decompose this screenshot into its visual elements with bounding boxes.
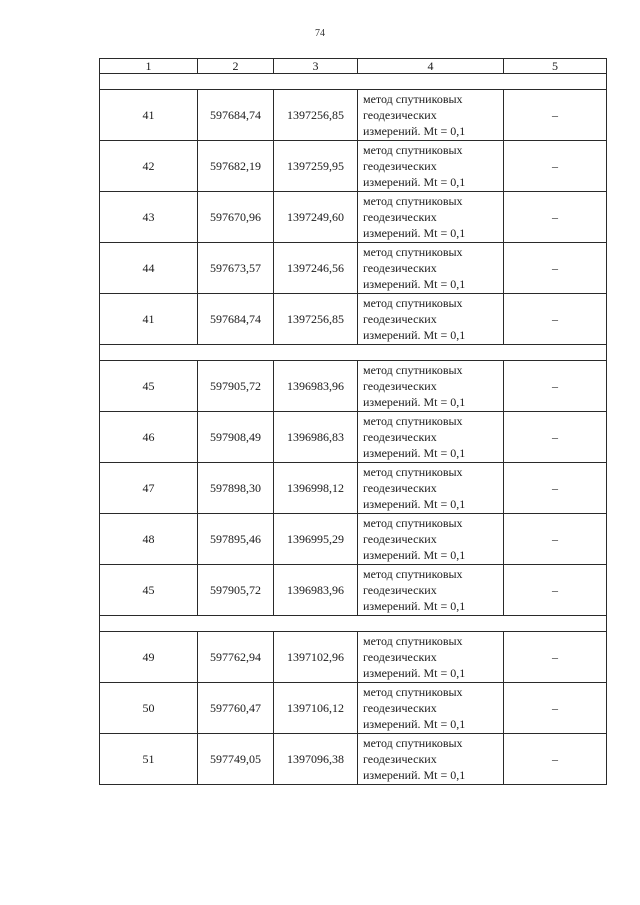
method-cell — [358, 243, 504, 294]
point-number-cell: 50 — [100, 683, 198, 734]
method-line: метод спутниковых — [363, 685, 463, 699]
table-row — [100, 361, 607, 412]
method-line: измерений. Mt = 0,1 — [363, 226, 466, 240]
method-line: метод спутниковых — [363, 194, 463, 208]
method-line: геодезических — [363, 752, 437, 766]
method-line: измерений. Mt = 0,1 — [363, 497, 466, 511]
method-line: измерений. Mt = 0,1 — [363, 548, 466, 562]
header-col-1: 1 — [100, 59, 198, 74]
separator-cell — [100, 74, 607, 90]
note-cell: – — [504, 514, 607, 565]
method-line: метод спутниковых — [363, 736, 463, 750]
x-coordinate-cell: 597670,96 — [198, 192, 274, 243]
method-cell — [358, 192, 504, 243]
note-cell: – — [504, 565, 607, 616]
method-line: измерений. Mt = 0,1 — [363, 175, 466, 189]
point-number-cell: 43 — [100, 192, 198, 243]
y-coordinate-cell: 1396986,83 — [274, 412, 358, 463]
table-row — [100, 243, 607, 294]
method-line: геодезических — [363, 108, 437, 122]
y-coordinate-cell: 1396983,96 — [274, 565, 358, 616]
method-line: геодезических — [363, 430, 437, 444]
point-number-cell: 48 — [100, 514, 198, 565]
table-separator-row — [100, 345, 607, 361]
point-number-cell: 49 — [100, 632, 198, 683]
method-cell — [358, 294, 504, 345]
y-coordinate-cell: 1397246,56 — [274, 243, 358, 294]
method-line: геодезических — [363, 159, 437, 173]
method-line: измерений. Mt = 0,1 — [363, 446, 466, 460]
method-line: метод спутниковых — [363, 414, 463, 428]
method-line: геодезических — [363, 532, 437, 546]
table-row — [100, 514, 607, 565]
page-number: 74 — [315, 28, 325, 39]
method-line: геодезических — [363, 650, 437, 664]
y-coordinate-cell: 1396995,29 — [274, 514, 358, 565]
note-cell: – — [504, 734, 607, 785]
table-header-row — [100, 59, 607, 74]
point-number-cell: 41 — [100, 294, 198, 345]
method-line: метод спутниковых — [363, 567, 463, 581]
note-cell: – — [504, 683, 607, 734]
note-cell: – — [504, 463, 607, 514]
point-number-cell: 42 — [100, 141, 198, 192]
method-line: измерений. Mt = 0,1 — [363, 328, 466, 342]
method-cell — [358, 683, 504, 734]
method-cell — [358, 361, 504, 412]
coordinates-table — [99, 58, 607, 785]
method-line: геодезических — [363, 379, 437, 393]
note-cell: – — [504, 90, 607, 141]
y-coordinate-cell: 1397256,85 — [274, 90, 358, 141]
point-number-cell: 45 — [100, 565, 198, 616]
x-coordinate-cell: 597684,74 — [198, 90, 274, 141]
note-cell: – — [504, 632, 607, 683]
y-coordinate-cell: 1397249,60 — [274, 192, 358, 243]
table-row — [100, 734, 607, 785]
method-line: метод спутниковых — [363, 143, 463, 157]
method-cell — [358, 632, 504, 683]
method-cell — [358, 463, 504, 514]
header-col-4: 4 — [358, 59, 504, 74]
note-cell: – — [504, 294, 607, 345]
table-row — [100, 565, 607, 616]
method-line: измерений. Mt = 0,1 — [363, 768, 466, 782]
point-number-cell: 44 — [100, 243, 198, 294]
point-number-cell: 45 — [100, 361, 198, 412]
point-number-cell: 41 — [100, 90, 198, 141]
point-number-cell: 47 — [100, 463, 198, 514]
separator-cell — [100, 345, 607, 361]
method-line: геодезических — [363, 261, 437, 275]
method-line: геодезических — [363, 583, 437, 597]
method-line: измерений. Mt = 0,1 — [363, 124, 466, 138]
method-line: метод спутниковых — [363, 296, 463, 310]
method-line: измерений. Mt = 0,1 — [363, 666, 466, 680]
method-cell — [358, 90, 504, 141]
method-cell — [358, 141, 504, 192]
method-line: геодезических — [363, 481, 437, 495]
note-cell: – — [504, 243, 607, 294]
x-coordinate-cell: 597905,72 — [198, 565, 274, 616]
x-coordinate-cell: 597908,49 — [198, 412, 274, 463]
note-cell: – — [504, 192, 607, 243]
y-coordinate-cell: 1397256,85 — [274, 294, 358, 345]
table-separator-row — [100, 616, 607, 632]
note-cell: – — [504, 141, 607, 192]
x-coordinate-cell: 597749,05 — [198, 734, 274, 785]
table-row — [100, 412, 607, 463]
method-line: геодезических — [363, 312, 437, 326]
header-col-5: 5 — [504, 59, 607, 74]
note-cell: – — [504, 412, 607, 463]
method-line: метод спутниковых — [363, 363, 463, 377]
method-line: метод спутниковых — [363, 634, 463, 648]
method-line: геодезических — [363, 701, 437, 715]
point-number-cell: 51 — [100, 734, 198, 785]
table-separator-row — [100, 74, 607, 90]
header-col-2: 2 — [198, 59, 274, 74]
separator-cell — [100, 616, 607, 632]
method-line: измерений. Mt = 0,1 — [363, 277, 466, 291]
x-coordinate-cell: 597895,46 — [198, 514, 274, 565]
y-coordinate-cell: 1397102,96 — [274, 632, 358, 683]
method-line: метод спутниковых — [363, 516, 463, 530]
x-coordinate-cell: 597673,57 — [198, 243, 274, 294]
table-body — [100, 74, 607, 785]
y-coordinate-cell: 1396983,96 — [274, 361, 358, 412]
table-row — [100, 294, 607, 345]
point-number-cell: 46 — [100, 412, 198, 463]
method-line: измерений. Mt = 0,1 — [363, 717, 466, 731]
method-cell — [358, 514, 504, 565]
table-row — [100, 192, 607, 243]
table-row — [100, 463, 607, 514]
method-cell — [358, 734, 504, 785]
method-line: геодезических — [363, 210, 437, 224]
x-coordinate-cell: 597684,74 — [198, 294, 274, 345]
method-cell — [358, 412, 504, 463]
x-coordinate-cell: 597762,94 — [198, 632, 274, 683]
table-row — [100, 632, 607, 683]
method-line: метод спутниковых — [363, 465, 463, 479]
x-coordinate-cell: 597682,19 — [198, 141, 274, 192]
table-row — [100, 90, 607, 141]
table-row — [100, 683, 607, 734]
header-col-3: 3 — [274, 59, 358, 74]
table-row — [100, 141, 607, 192]
x-coordinate-cell: 597760,47 — [198, 683, 274, 734]
y-coordinate-cell: 1397096,38 — [274, 734, 358, 785]
x-coordinate-cell: 597898,30 — [198, 463, 274, 514]
x-coordinate-cell: 597905,72 — [198, 361, 274, 412]
method-line: метод спутниковых — [363, 245, 463, 259]
method-line: метод спутниковых — [363, 92, 463, 106]
y-coordinate-cell: 1396998,12 — [274, 463, 358, 514]
method-cell — [358, 565, 504, 616]
y-coordinate-cell: 1397259,95 — [274, 141, 358, 192]
method-line: измерений. Mt = 0,1 — [363, 599, 466, 613]
method-line: измерений. Mt = 0,1 — [363, 395, 466, 409]
note-cell: – — [504, 361, 607, 412]
y-coordinate-cell: 1397106,12 — [274, 683, 358, 734]
